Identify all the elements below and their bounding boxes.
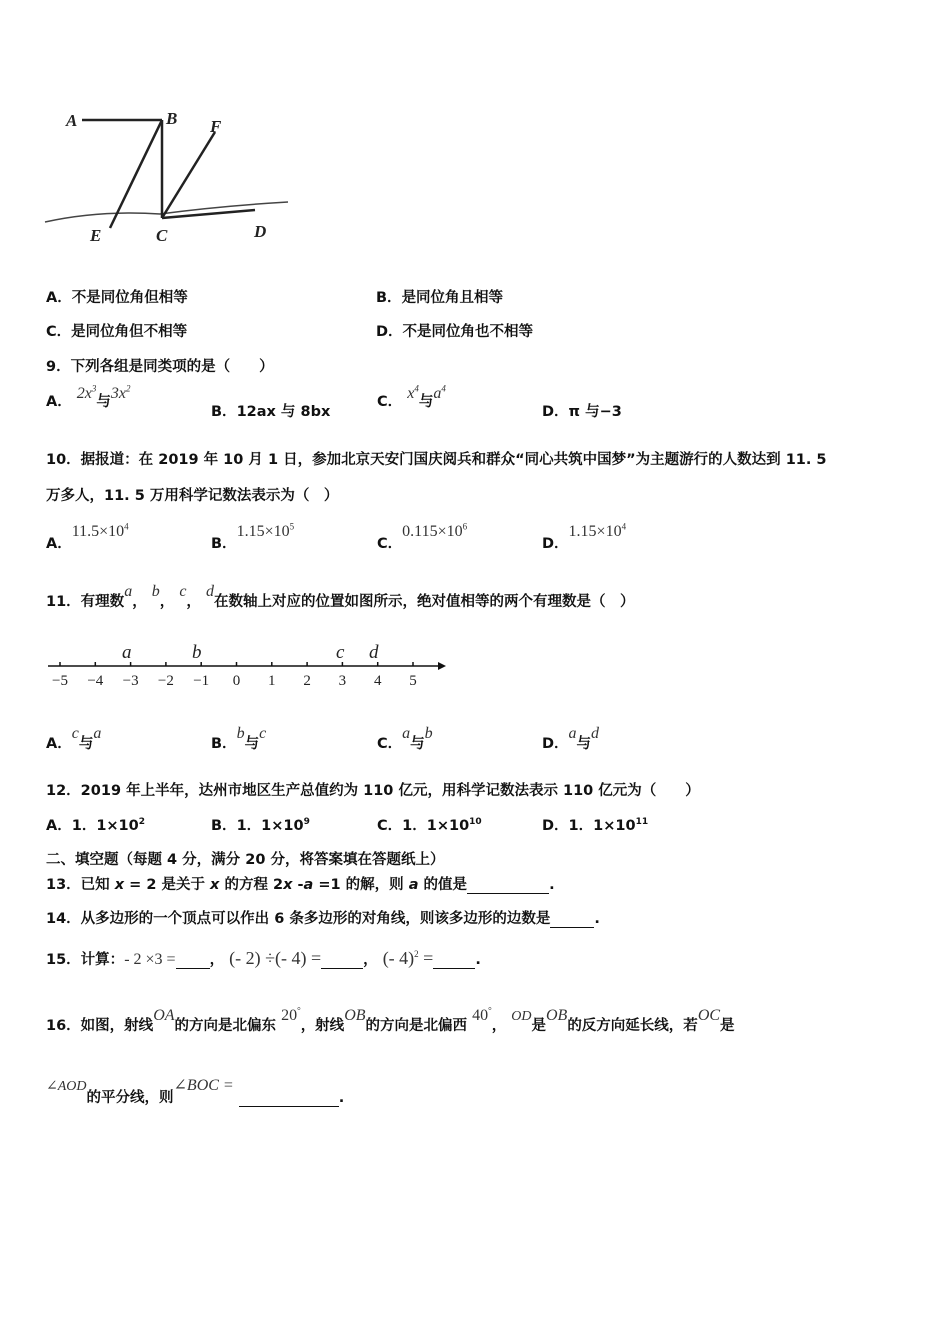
tick-label: −1	[193, 673, 210, 689]
q8-option-d: D．不是同位角也不相等	[376, 324, 534, 340]
q12-option-a: A．1．$1\times 10^2$	[46, 817, 146, 834]
tick-label: −3	[122, 673, 139, 689]
q8-option-b: B．是同位角且相等	[376, 290, 504, 306]
tick-label: −4	[87, 673, 104, 689]
tick-label: 4	[373, 673, 382, 689]
q12-option-d: D．1．$1\times 10^{11}$	[542, 817, 649, 834]
q11-option-d: D．a与d	[542, 725, 600, 752]
q16-answer-blank[interactable]	[239, 1090, 339, 1107]
q9-option-b: B．12ax 与 8bx	[211, 404, 331, 420]
q15-stem: 15．计算：- 2 ×3 = ， (- 2) ÷(- 4) = ， (- 4)$^2$ = .	[46, 948, 481, 968]
q14-stem: 14．从多边形的一个顶点可以作出 6 条多边形的对角线，则该多边形的边数是 .	[46, 911, 600, 927]
q10-stem-line2: 万多人，11. 5 万用科学记数法表示为（ ）	[46, 488, 339, 504]
q9-stem: 9．下列各组是同类项的是（ ）	[46, 359, 274, 375]
q10-option-d: D．$1.15\times 10^4$	[542, 521, 627, 552]
tick-label: 3	[338, 673, 347, 689]
label-b: B	[166, 109, 178, 128]
q16-stem-line1: 16．如图，射线OA的方向是北偏东 20°，射线OB的方向是北偏西 40°， OD是OB的反方向延长线，若OC是	[46, 1005, 735, 1034]
tick-label: 1	[268, 673, 276, 689]
tick-label: −2	[157, 673, 174, 689]
number-line	[40, 636, 450, 691]
q8-option-a: A．不是同位角但相等	[46, 290, 188, 306]
q15-answer-blank-1[interactable]	[176, 952, 210, 969]
section-heading: 二、填空题（每题 4 分，满分 20 分，将答案填在答题纸上）	[46, 852, 445, 868]
q13-stem: 13．已知 x = 2 是关于 x 的方程 2x -a =1 的解，则 a 的值是 .	[46, 877, 555, 893]
label-d: D	[254, 222, 267, 241]
label-e: E	[90, 226, 102, 245]
q10-option-b: B．$1.15\times 10^5$	[211, 521, 295, 552]
label-f: F	[210, 117, 222, 136]
angle-figure	[40, 100, 300, 250]
q10-stem-line1: 10．据报道：在 2019 年 10 月 1 日，参加北京天安门国庆阅兵和群众“同心共筑中国梦”为主题游行的人数达到 11. 5	[46, 452, 827, 468]
q9-option-c: C． $x^4$与$a^4$	[377, 383, 446, 410]
tick-label: 5	[409, 673, 417, 689]
q9-option-a: A． $2x^3$与$3x^2$	[46, 383, 131, 410]
q11-option-c: C．a与b	[377, 725, 433, 752]
label-c: C	[156, 226, 168, 245]
q12-stem: 12．2019 年上半年，达州市地区生产总值约为 110 亿元，用科学记数法表示 110 亿元为（ ）	[46, 783, 700, 799]
q16-stem-line2: ∠AOD的平分线，则∠BOC = .	[46, 1077, 345, 1106]
q13-answer-blank[interactable]	[467, 877, 549, 894]
point-label-b: b	[192, 642, 202, 663]
segment-be	[110, 120, 162, 228]
q12-option-c: C．1．$1\times 10^{10}$	[377, 817, 482, 834]
q15-answer-blank-2[interactable]	[321, 952, 363, 969]
point-label-c: c	[336, 642, 345, 663]
segment-cf	[162, 132, 215, 218]
tick-label: −5	[52, 673, 68, 689]
q11-option-a: A．c与a	[46, 725, 102, 752]
point-label-d: d	[369, 642, 379, 663]
q10-option-a: A．$11.5\times 10^4$	[46, 521, 129, 552]
q15-answer-blank-3[interactable]	[433, 952, 475, 969]
point-label-a: a	[122, 642, 132, 663]
q11-option-b: B．b与c	[211, 725, 267, 752]
tick-label: 2	[303, 673, 311, 689]
q11-stem: 11．有理数a， b， c， d在数轴上对应的位置如图所示，绝对值相等的两个有理数是（ ）	[46, 583, 635, 610]
label-a: A	[66, 111, 78, 130]
q14-answer-blank[interactable]	[550, 911, 594, 928]
tick-label: 0	[232, 673, 241, 689]
q8-option-c: C．是同位角但不相等	[46, 324, 188, 340]
q10-option-c: C．$0.115\times 10^6$	[377, 521, 468, 552]
segment-cd	[162, 210, 255, 218]
q12-option-b: B．1．$1\times 10^9$	[211, 817, 310, 834]
q9-option-d: D．π 与−3	[542, 404, 622, 420]
